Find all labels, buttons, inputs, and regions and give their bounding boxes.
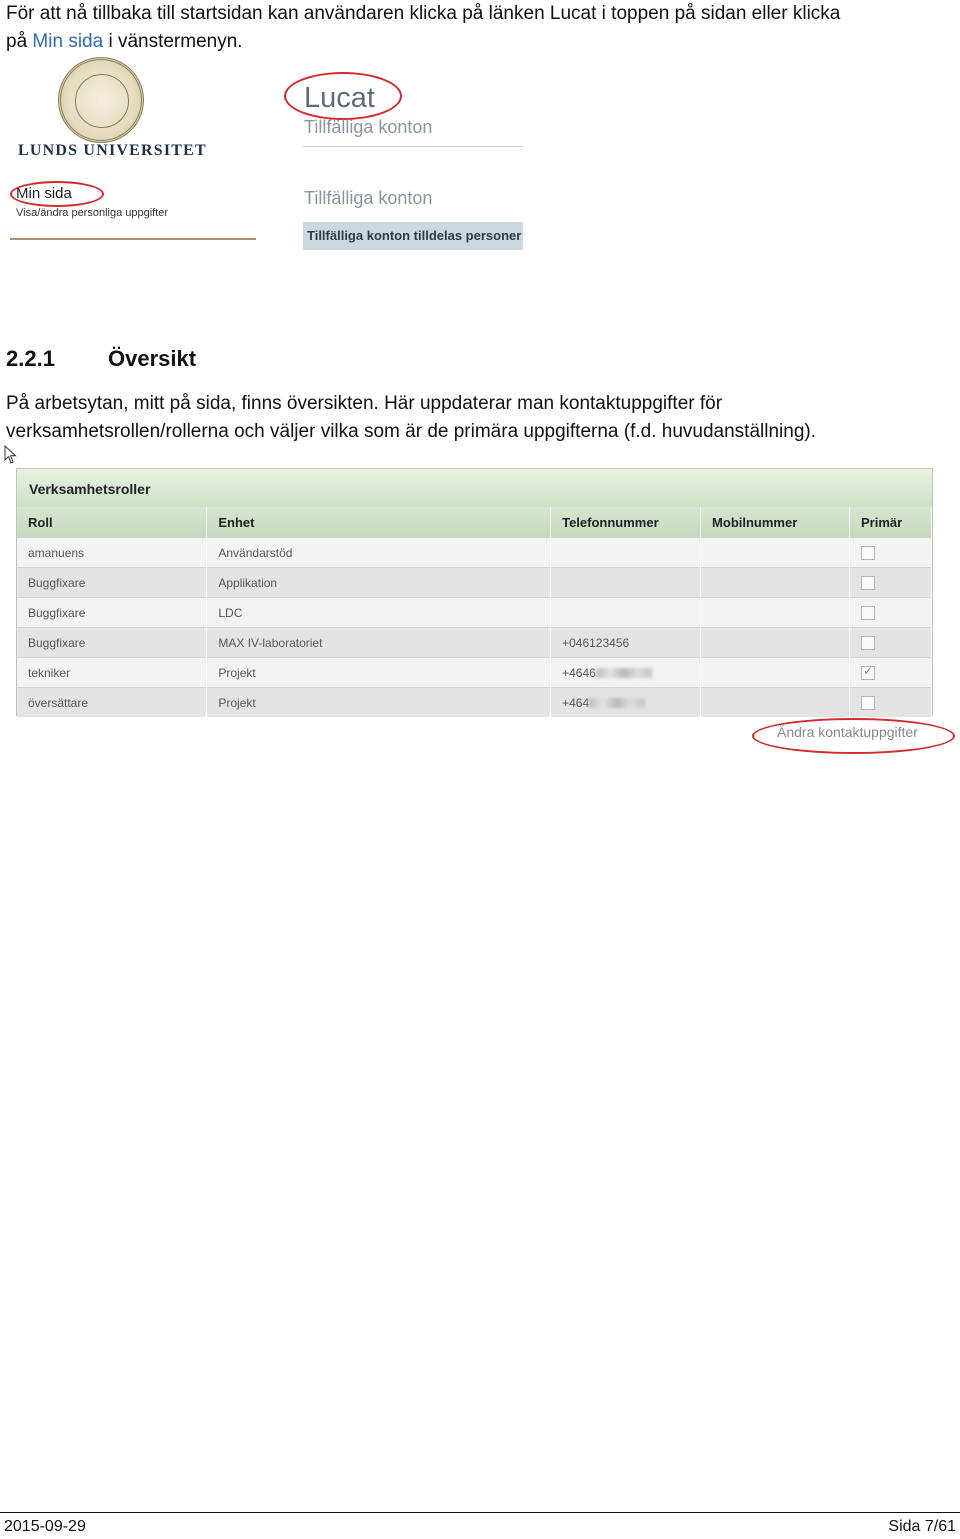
cell-telefon: [551, 538, 701, 568]
lunds-universitet-wordmark-icon: [18, 141, 207, 159]
primary-checkbox-checked[interactable]: [861, 666, 875, 680]
cell-mobil: [701, 538, 850, 568]
lu-seal-icon: [58, 57, 144, 143]
cell-enhet: LDC: [207, 598, 551, 628]
cell-primar: [850, 538, 932, 568]
andra-kontaktuppgifter-link[interactable]: Ändra kontaktuppgifter: [777, 724, 918, 740]
col-header-telefon: Telefonnummer: [551, 507, 701, 538]
cell-mobil: [701, 628, 850, 658]
cell-telefon-visible: +464: [562, 695, 590, 710]
roles-table-header-row: [17, 507, 932, 538]
col-header-primar: Primär: [850, 507, 932, 538]
lucat-info-bar: [303, 222, 523, 250]
lucat-header-screenshot: [284, 70, 534, 255]
cell-roll: Buggfixare: [17, 568, 207, 598]
redacted-phone: [596, 668, 652, 678]
primary-checkbox[interactable]: [861, 696, 875, 710]
menu-divider: [10, 238, 256, 240]
primary-checkbox[interactable]: [861, 636, 875, 650]
verksamhetsroller-panel: [16, 468, 933, 716]
cell-telefon: +046123456: [551, 628, 701, 658]
cell-primar: [850, 688, 932, 718]
footer-date: 2015-09-29: [4, 1518, 86, 1535]
svg-text:LUNDS UNIVERSITET: LUNDS UNIVERSITET: [18, 142, 207, 159]
primary-checkbox[interactable]: [861, 606, 875, 620]
cell-enhet: Användarstöd: [207, 538, 551, 568]
primary-checkbox[interactable]: [861, 576, 875, 590]
cell-roll: Buggfixare: [17, 598, 207, 628]
menu-item-sub[interactable]: Visa/ändra personliga uppgifter: [16, 207, 169, 219]
cell-enhet: Projekt: [207, 658, 551, 688]
cell-primar: [850, 568, 932, 598]
panel-title: Verksamhetsroller: [29, 481, 151, 497]
cell-enhet: MAX IV-laboratoriet: [207, 628, 551, 658]
intro-paragraph: [6, 0, 946, 56]
footer-divider: [0, 1512, 960, 1513]
primary-checkbox[interactable]: [861, 546, 875, 560]
menu-item-min-sida[interactable]: Min sida: [16, 185, 72, 202]
cell-roll: översättare: [17, 688, 207, 718]
cell-enhet: Applikation: [207, 568, 551, 598]
intro-line-2-pre: på: [6, 31, 33, 52]
cell-mobil: [701, 568, 850, 598]
cell-mobil: [701, 688, 850, 718]
university-name: [18, 141, 207, 164]
table-row: [17, 688, 932, 718]
intro-line-1: För att nå tillbaka till startsidan kan användaren klicka på länken Lucat i toppen på sidan eller klicka: [6, 3, 841, 24]
intro-line-2: [6, 28, 946, 56]
lucat-subtitle: Tillfälliga konton: [304, 117, 433, 137]
lucat-logo-link[interactable]: Lucat: [304, 82, 375, 114]
table-row: [17, 538, 932, 568]
lucat-section-title: Tillfälliga konton: [304, 188, 433, 208]
section-number: 2.2.1: [6, 346, 55, 371]
lucat-divider: [303, 146, 523, 147]
table-row: [17, 568, 932, 598]
cell-primar: [850, 628, 932, 658]
cell-primar: [850, 598, 932, 628]
cell-telefon: [551, 568, 701, 598]
cell-roll: amanuens: [17, 538, 207, 568]
redacted-phone: [589, 698, 645, 708]
cell-mobil: [701, 658, 850, 688]
section-title: Översikt: [108, 346, 197, 371]
cell-enhet: Projekt: [207, 688, 551, 718]
cell-primar: [850, 658, 932, 688]
table-row: [17, 658, 932, 688]
min-sida-link[interactable]: Min sida: [32, 31, 104, 52]
intro-line-2-post: i vänstermenyn.: [103, 31, 243, 52]
lu-menu-screenshot: [10, 55, 260, 245]
col-header-roll: Roll: [17, 507, 207, 538]
section-para-line-1: På arbetsytan, mitt på sida, finns översikten. Här uppdaterar man kontaktuppgifter för: [6, 393, 723, 414]
cell-telefon-visible: +4646: [562, 665, 596, 680]
cell-roll: Buggfixare: [17, 628, 207, 658]
table-row: [17, 628, 932, 658]
mouse-cursor-icon: [4, 445, 18, 465]
roles-table: [17, 507, 932, 717]
col-header-mobil: Mobilnummer: [701, 507, 850, 538]
table-row: [17, 598, 932, 628]
section-paragraph: [6, 390, 956, 446]
footer-page-number: Sida 7/61: [888, 1518, 956, 1535]
col-header-enhet: Enhet: [207, 507, 551, 538]
section-para-line-2: verksamhetsrollen/rollerna och väljer vilka som är de primära uppgifterna (f.d. huvudanställning).: [6, 421, 816, 442]
cell-telefon: [551, 658, 701, 688]
cell-roll: tekniker: [17, 658, 207, 688]
cell-mobil: [701, 598, 850, 628]
cell-telefon: [551, 598, 701, 628]
panel-header: [17, 469, 932, 507]
cell-telefon: [551, 688, 701, 718]
lucat-info-bar-text: Tillfälliga konton tilldelas personer: [307, 228, 522, 243]
